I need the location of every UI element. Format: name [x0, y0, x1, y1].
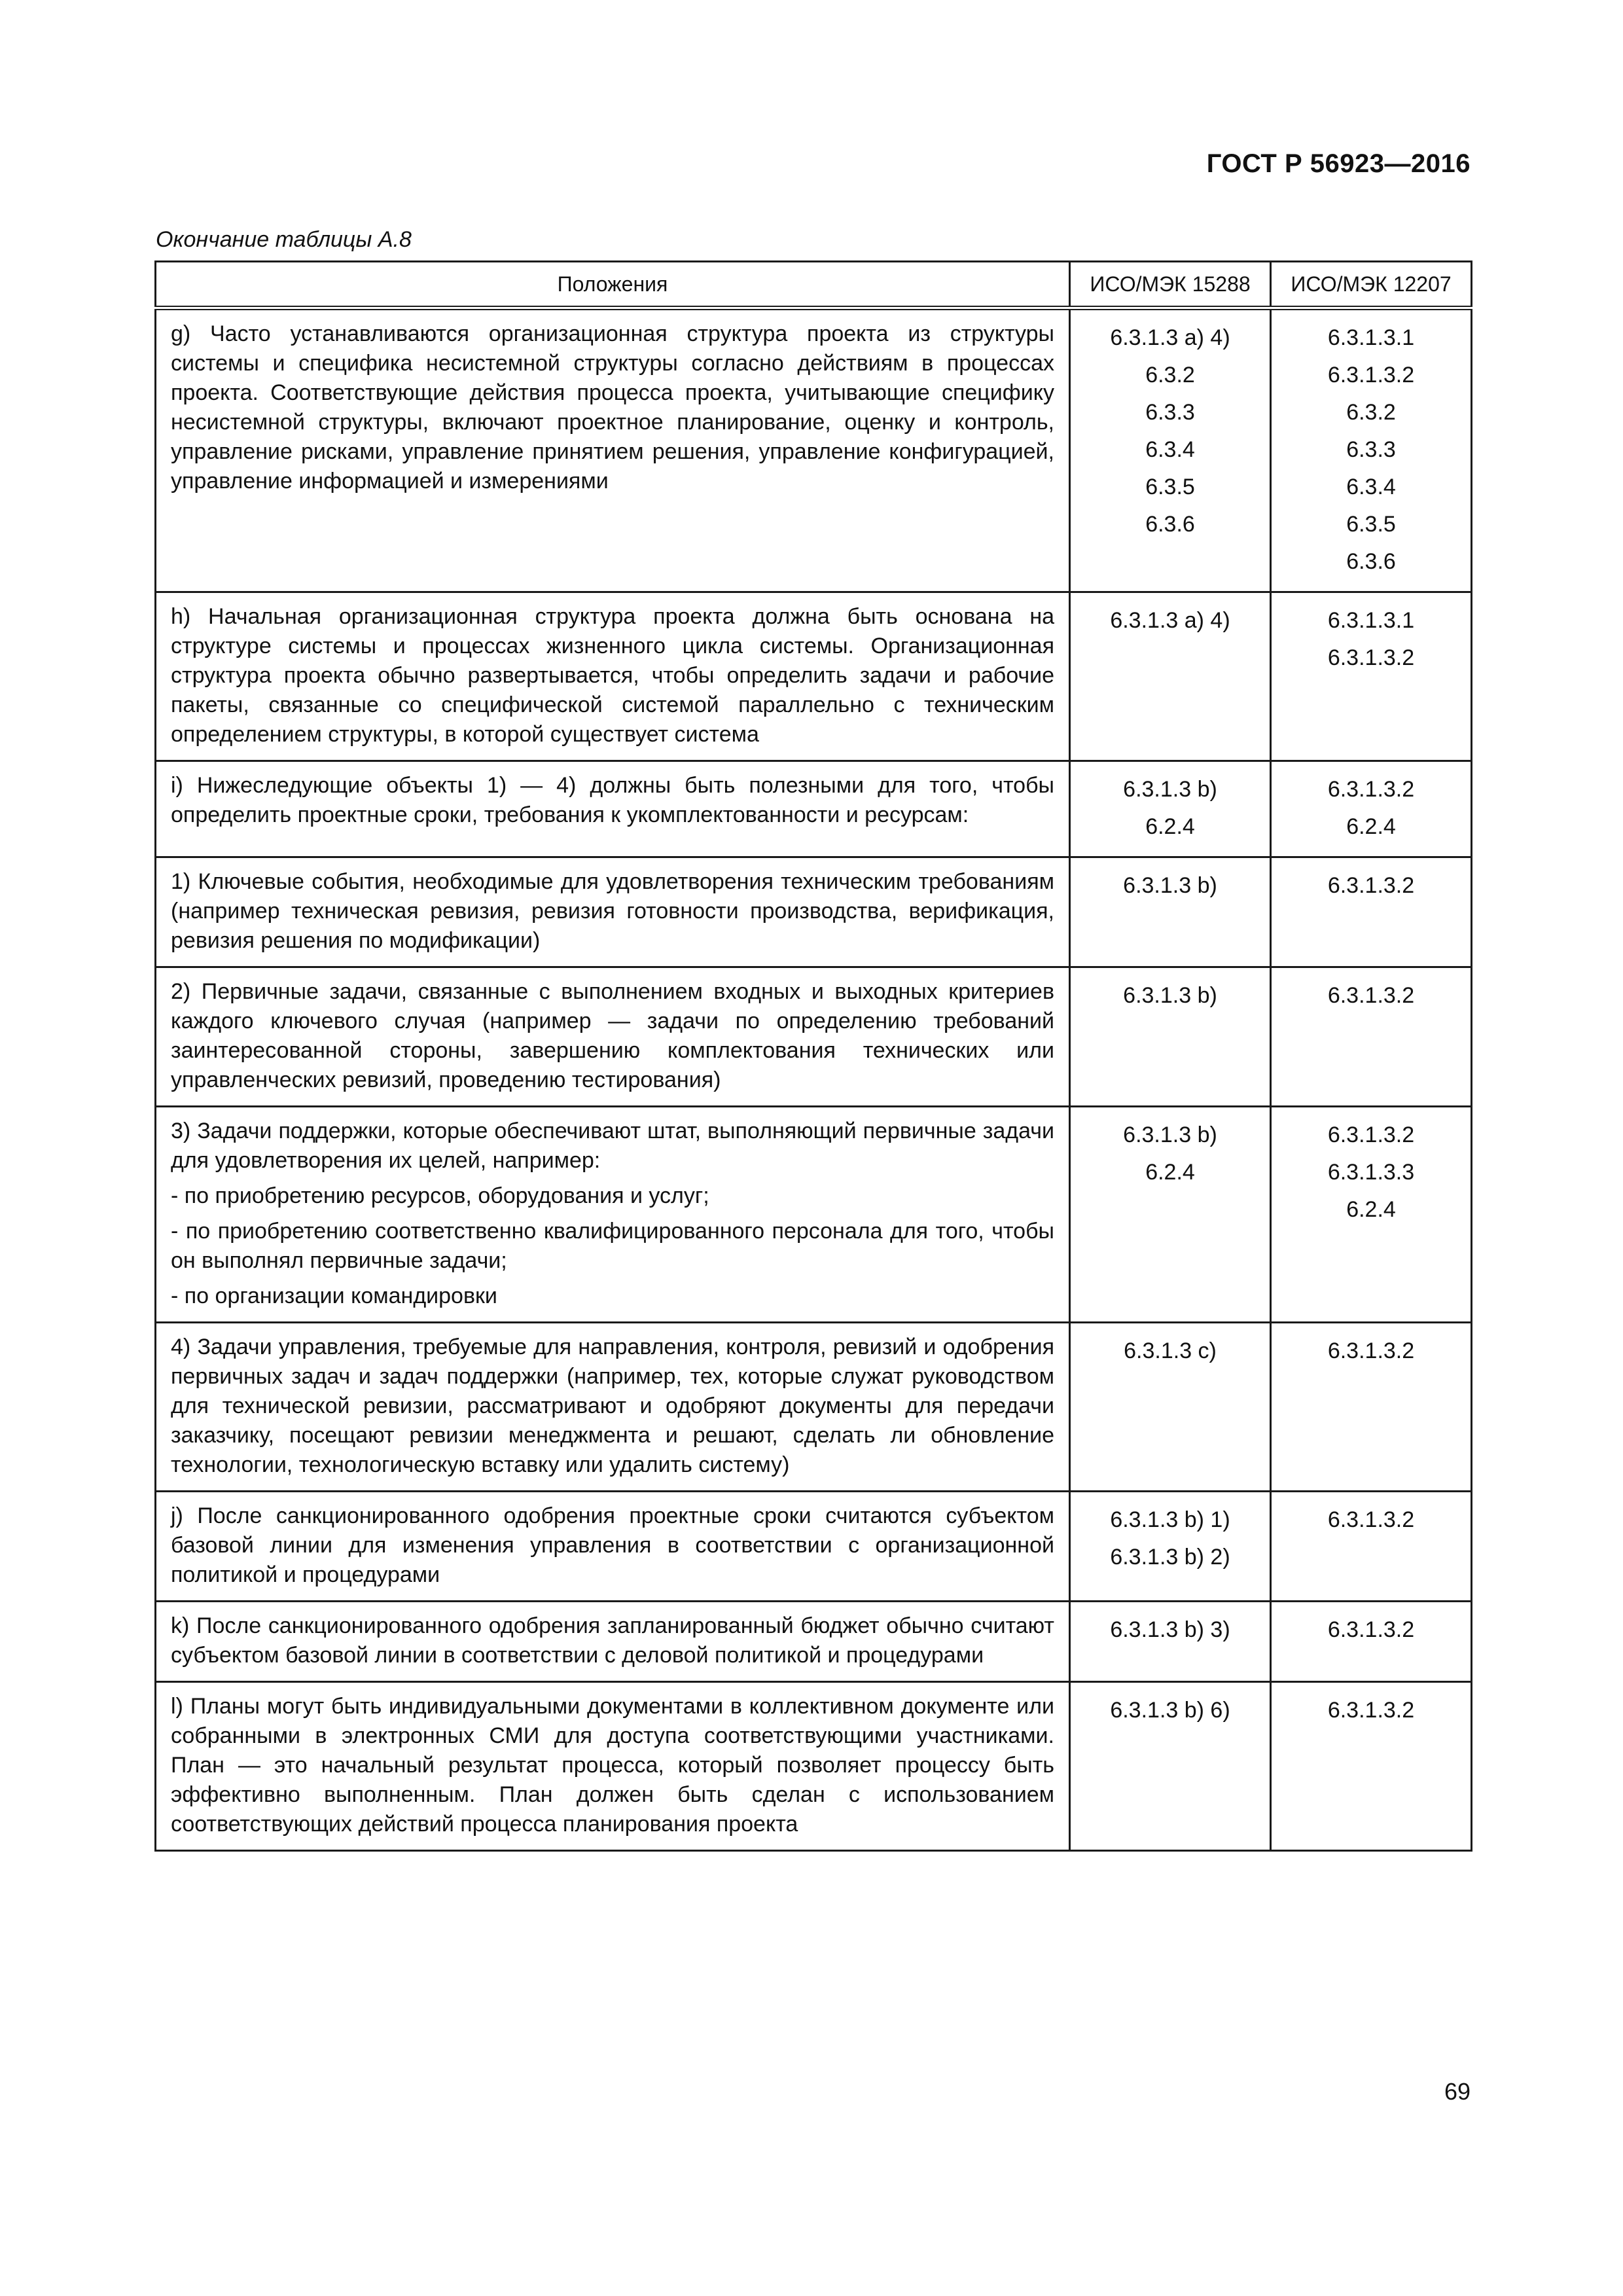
- table-row: [156, 761, 1472, 857]
- clause-reference: 6.3.1.3.2: [1327, 1338, 1415, 1363]
- provision-cell: [156, 592, 1070, 761]
- iso-15288-cell: [1070, 592, 1271, 761]
- table-caption: Окончание таблицы А.8: [156, 227, 412, 252]
- clause-reference: 6.2.4: [1346, 1197, 1396, 1222]
- iso-12207-cell: [1271, 1492, 1472, 1602]
- table-body: [156, 308, 1472, 1851]
- clause-reference: 6.3.1.3 b) 6): [1110, 1698, 1230, 1723]
- clause-reference: 6.3.1.3.1: [1327, 325, 1415, 350]
- provision-text: 1) Ключевые события, необходимые для удовлетворения техническим требованиям (например техническая ревизия, ревизия готовности производства, верификация, ревизия решения по модификации): [171, 869, 1054, 953]
- iso-15288-cell: [1070, 857, 1271, 967]
- clause-reference: 6.3.1.3 b): [1123, 983, 1217, 1008]
- clause-reference: 6.3.6: [1145, 512, 1195, 537]
- provision-text: - по приобретению соответственно квалифицированного персонала для того, чтобы он выполнял первичные задачи;: [171, 1219, 1054, 1273]
- standards-table: [154, 260, 1472, 1852]
- table-row: [156, 1323, 1472, 1492]
- header-provisions: Положения: [156, 262, 1070, 308]
- clause-reference: 6.3.1.3 а) 4): [1110, 608, 1230, 633]
- iso-15288-cell: [1070, 967, 1271, 1107]
- clause-reference: 6.3.1.3.3: [1327, 1160, 1415, 1185]
- iso-15288-cell: [1070, 1492, 1271, 1602]
- clause-reference: 6.3.1.3 b) 2): [1110, 1545, 1230, 1570]
- clause-reference: 6.3.1.3.2: [1327, 1507, 1415, 1532]
- table-row: [156, 308, 1472, 592]
- clause-reference: 6.3.1.3.2: [1327, 1122, 1415, 1147]
- table-header: [156, 262, 1472, 308]
- clause-reference: 6.3.1.3 b) 3): [1110, 1617, 1230, 1642]
- clause-reference: 6.3.3: [1145, 400, 1195, 425]
- provision-cell: [156, 1323, 1070, 1492]
- clause-reference: 6.2.4: [1145, 814, 1195, 839]
- provision-cell: [156, 1107, 1070, 1323]
- iso-15288-cell: [1070, 1602, 1271, 1682]
- header-row: [156, 262, 1472, 308]
- provision-cell: [156, 967, 1070, 1107]
- clause-reference: 6.3.1.3.2: [1327, 1698, 1415, 1723]
- clause-reference: 6.2.4: [1145, 1160, 1195, 1185]
- clause-reference: 6.3.3: [1346, 437, 1396, 462]
- provision-text: 3) Задачи поддержки, которые обеспечивают штат, выполняющий первичные задачи для удовлетворения их целей, например:: [171, 1119, 1054, 1173]
- provision-cell: [156, 1492, 1070, 1602]
- header-iso-12207: ИСО/МЭК 12207: [1271, 262, 1472, 308]
- provision-text: i) Нижеследующие объекты 1) — 4) должны быть полезными для того, чтобы определить проектные сроки, требования к укомплектованности и ресурсам:: [171, 773, 1054, 827]
- iso-12207-cell: [1271, 592, 1472, 761]
- clause-reference: 6.3.1.3.2: [1327, 873, 1415, 898]
- clause-reference: 6.3.1.3.2: [1327, 777, 1415, 802]
- document-code: ГОСТ Р 56923—2016: [1206, 149, 1471, 178]
- table-row: [156, 1682, 1472, 1851]
- provision-text: k) После санкционированного одобрения запланированный бюджет обычно считают субъектом базовой линии в соответствии с деловой политикой и процедурами: [171, 1613, 1054, 1668]
- table-row: [156, 1492, 1472, 1602]
- provision-cell: [156, 308, 1070, 592]
- iso-12207-cell: [1271, 967, 1472, 1107]
- iso-12207-cell: [1271, 1323, 1472, 1492]
- iso-15288-cell: [1070, 761, 1271, 857]
- clause-reference: 6.3.2: [1346, 400, 1396, 425]
- clause-reference: 6.3.1.3 b): [1123, 1122, 1217, 1147]
- clause-reference: 6.3.6: [1346, 549, 1396, 574]
- provision-text: 2) Первичные задачи, связанные с выполнением входных и выходных критериев каждого ключевого случая (например — задачи по определению требований заинтересованной стороны, завершению комплектования технических или управленческих ревизий, проведению тестирования): [171, 979, 1054, 1092]
- table-row: [156, 592, 1472, 761]
- clause-reference: 6.3.1.3.1: [1327, 608, 1415, 633]
- iso-15288-cell: [1070, 308, 1271, 592]
- provision-text: j) После санкционированного одобрения проектные сроки считаются субъектом базовой линии для изменения управления в соответствии с организационной политикой и процедурами: [171, 1503, 1054, 1587]
- provision-text: 4) Задачи управления, требуемые для направления, контроля, ревизий и одобрения первичных задач и задач поддержки (например, тех, которые служат руководством для технической ревизии, рассматривают и одобряют документы для передачи заказчику, посещают ревизии менеджмента и решают, сделать ли обновление технологии, технологическую вставку или удалить систему): [171, 1335, 1054, 1477]
- clause-reference: 6.3.5: [1145, 475, 1195, 499]
- iso-12207-cell: [1271, 857, 1472, 967]
- iso-15288-cell: [1070, 1323, 1271, 1492]
- clause-reference: 6.3.4: [1346, 475, 1396, 499]
- table-row: [156, 857, 1472, 967]
- clause-reference: 6.3.5: [1346, 512, 1396, 537]
- clause-reference: 6.3.1.3 b): [1123, 777, 1217, 802]
- clause-reference: 6.3.1.3.2: [1327, 363, 1415, 387]
- clause-reference: 6.2.4: [1346, 814, 1396, 839]
- clause-reference: 6.3.2: [1145, 363, 1195, 387]
- provision-cell: [156, 1682, 1070, 1851]
- provision-text: h) Начальная организационная структура проекта должна быть основана на структуре системы и процессах жизненного цикла системы. Организационная структура проекта обычно развертывается, чтобы определить задачи и рабочие пакеты, связанные со специфической системой параллельно с техническим определением структуры, в которой существует система: [171, 604, 1054, 747]
- clause-reference: 6.3.1.3 c): [1124, 1338, 1217, 1363]
- table-row: [156, 1602, 1472, 1682]
- iso-12207-cell: [1271, 1682, 1472, 1851]
- iso-15288-cell: [1070, 1107, 1271, 1323]
- iso-12207-cell: [1271, 1107, 1472, 1323]
- clause-reference: 6.3.1.3.2: [1327, 1617, 1415, 1642]
- provision-text: - по организации командировки: [171, 1283, 497, 1308]
- clause-reference: 6.3.4: [1145, 437, 1195, 462]
- provision-text: l) Планы могут быть индивидуальными документами в коллективном документе или собранными в электронных СМИ для доступа соответствующими участниками. План — это начальный результат процесса, который позволяет процессу быть эффективно выполненным. План должен быть сделан с использованием соответствующих действий процесса планирования проекта: [171, 1694, 1054, 1837]
- clause-reference: 6.3.1.3 b) 1): [1110, 1507, 1230, 1532]
- clause-reference: 6.3.1.3 а) 4): [1110, 325, 1230, 350]
- provision-cell: [156, 857, 1070, 967]
- clause-reference: 6.3.1.3.2: [1327, 983, 1415, 1008]
- iso-12207-cell: [1271, 308, 1472, 592]
- header-iso-15288: ИСО/МЭК 15288: [1070, 262, 1271, 308]
- clause-reference: 6.3.1.3 b): [1123, 873, 1217, 898]
- provision-text: g) Часто устанавливаются организационная структура проекта из структуры системы и специфика несистемной структуры согласно действиям в процессах проекта. Соответствующие действия процесса проекта, учитывающие специфику несистемной структуры, включают проектное планирование, оценку и контроль, управление рисками, управление принятием решения, управление конфигурацией, управление информацией и измерениями: [171, 321, 1054, 493]
- provision-cell: [156, 761, 1070, 857]
- provision-cell: [156, 1602, 1070, 1682]
- page-number: 69: [1444, 2078, 1471, 2105]
- table-row: [156, 967, 1472, 1107]
- provision-text: - по приобретению ресурсов, оборудования и услуг;: [171, 1183, 709, 1208]
- iso-15288-cell: [1070, 1682, 1271, 1851]
- iso-12207-cell: [1271, 761, 1472, 857]
- iso-12207-cell: [1271, 1602, 1472, 1682]
- table-row: [156, 1107, 1472, 1323]
- clause-reference: 6.3.1.3.2: [1327, 645, 1415, 670]
